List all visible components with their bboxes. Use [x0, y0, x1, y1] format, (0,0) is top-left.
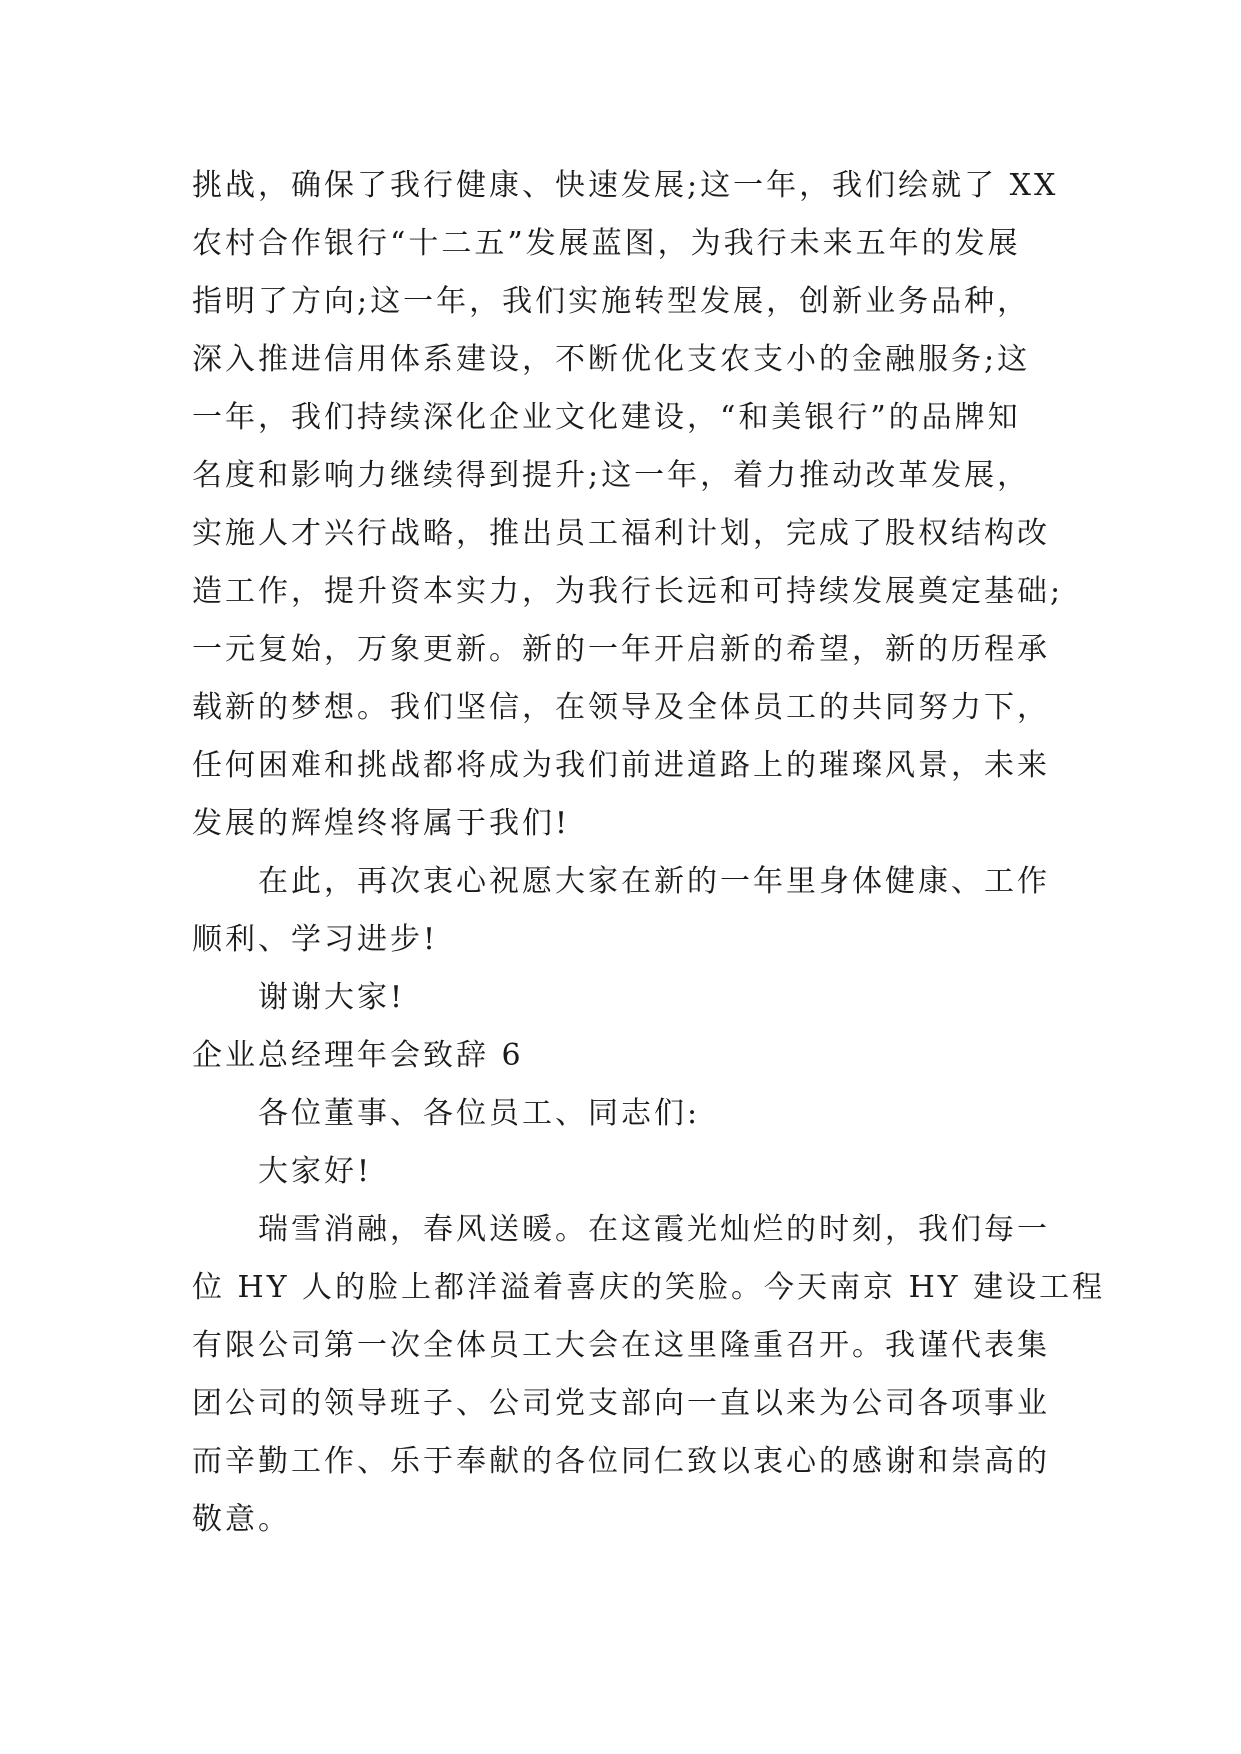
text-line: 任何困难和挑战都将成为我们前进道路上的璀璨风景，未来	[192, 748, 1050, 783]
text-line: 深入推进信用体系建设，不断优化支农支小的金融服务;这	[192, 342, 1031, 377]
text-line: 农村合作银行“十二五”发展蓝图，为我行未来五年的发展	[192, 226, 1021, 261]
text-line: 一年，我们持续深化企业文化建设，“和美银行”的品牌知	[192, 400, 1021, 435]
text-line: 一元复始，万象更新。新的一年开启新的希望，新的历程承	[192, 632, 1050, 667]
salutation: 各位董事、各位员工、同志们:	[258, 1096, 701, 1131]
text-line: 实施人才兴行战略，推出员工福利计划，完成了股权结构改	[192, 516, 1050, 551]
text-line: 而辛勤工作、乐于奉献的各位同仁致以衷心的感谢和崇高的	[192, 1444, 1050, 1479]
text-line: 造工作，提升资本实力，为我行长远和可持续发展奠定基础;	[192, 574, 1064, 609]
text-line: 载新的梦想。我们坚信，在领导及全体员工的共同努力下，	[192, 690, 1050, 725]
text-line: 有限公司第一次全体员工大会在这里隆重召开。我谨代表集	[192, 1328, 1050, 1363]
text-line: 团公司的领导班子、公司党支部向一直以来为公司各项事业	[192, 1386, 1050, 1421]
greeting: 大家好!	[258, 1154, 373, 1189]
text-line: 位 HY 人的脸上都洋溢着喜庆的笑脸。今天南京 HY 建设工程	[192, 1270, 1106, 1305]
text-line: 谢谢大家!	[258, 980, 406, 1015]
section-heading: 企业总经理年会致辞 6	[192, 1038, 524, 1073]
text-line: 敬意。	[192, 1502, 291, 1537]
text-line: 发展的辉煌终将属于我们!	[192, 806, 571, 841]
text-line: 名度和影响力继续得到提升;这一年，着力推动改革发展，	[192, 458, 1031, 493]
text-line: 指明了方向;这一年，我们实施转型发展，创新业务品种，	[192, 284, 1031, 319]
text-line: 在此，再次衷心祝愿大家在新的一年里身体健康、工作	[258, 864, 1050, 899]
text-line: 顺利、学习进步!	[192, 922, 439, 957]
text-line: 瑞雪消融，春风送暖。在这霞光灿烂的时刻，我们每一	[258, 1212, 1050, 1247]
text-line: 挑战，确保了我行健康、快速发展;这一年，我们绘就了 XX	[192, 168, 1059, 203]
document-body	[192, 157, 1106, 1549]
